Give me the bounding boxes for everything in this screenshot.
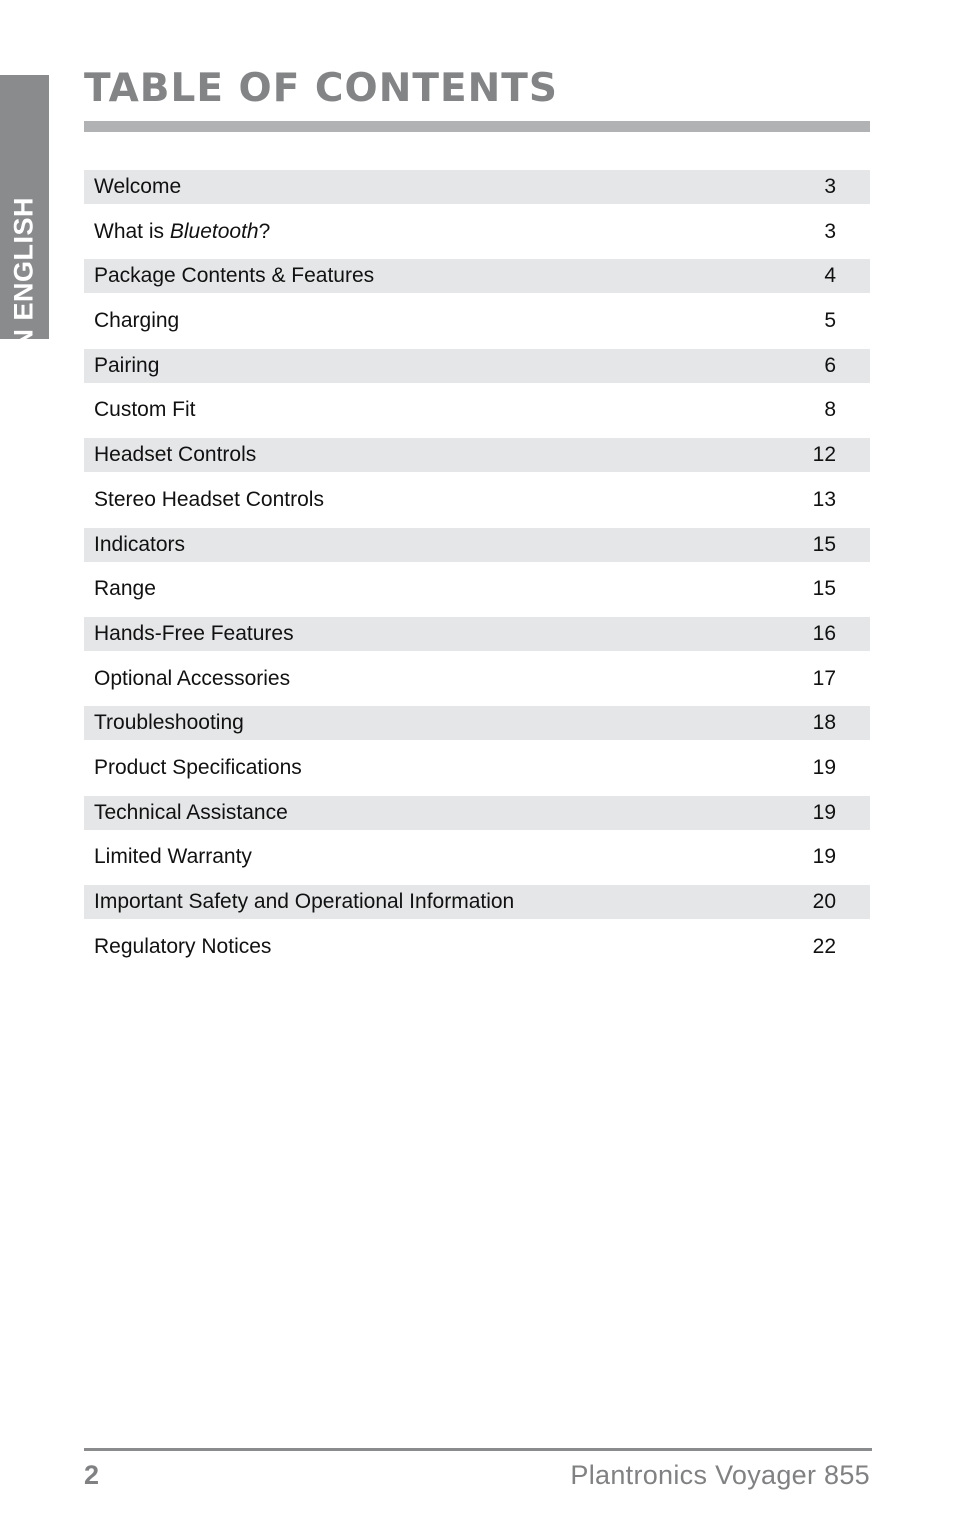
language-tab-label: EN ENGLISH xyxy=(8,196,39,368)
toc-label: Product Specifications xyxy=(94,755,302,779)
toc-page-number: 17 xyxy=(812,666,836,690)
toc-label-suffix: ? xyxy=(258,219,271,243)
toc-row-package-contents[interactable] xyxy=(84,259,870,293)
page-title: TABLE OF CONTENTS xyxy=(84,66,558,111)
toc-label xyxy=(84,220,270,244)
toc-label: Indicators xyxy=(94,532,186,556)
toc-page-number: 22 xyxy=(812,934,836,958)
toc-page-number: 15 xyxy=(812,532,836,556)
toc-label: Pairing xyxy=(94,353,160,377)
toc-page-number: 5 xyxy=(824,309,836,333)
toc-label: Regulatory Notices xyxy=(94,934,272,958)
toc-label: Range xyxy=(94,577,156,601)
toc-label-italic: Bluetooth xyxy=(169,219,259,243)
toc-row-welcome[interactable] xyxy=(84,170,870,204)
toc-page-number: 19 xyxy=(812,845,836,869)
toc-page-number: 20 xyxy=(812,890,836,913)
toc-row-hands-free-features[interactable] xyxy=(84,617,870,651)
language-tab xyxy=(0,75,49,368)
toc-row-optional-accessories[interactable] xyxy=(84,662,870,696)
toc-label: Charging xyxy=(94,309,180,333)
toc-label: Welcome xyxy=(94,175,182,198)
toc-page-number: 3 xyxy=(824,175,836,198)
toc-label: Limited Warranty xyxy=(94,845,252,869)
toc-row-custom-fit[interactable] xyxy=(84,393,870,427)
toc-page-number: 19 xyxy=(812,800,836,824)
toc-page-number: 8 xyxy=(824,398,836,422)
toc-row-what-is-bluetooth[interactable] xyxy=(84,215,870,249)
toc-row-limited-warranty[interactable] xyxy=(84,840,870,874)
toc-label: Troubleshooting xyxy=(94,711,244,735)
toc-label: Hands-Free Features xyxy=(94,621,294,645)
toc-row-technical-assistance[interactable] xyxy=(84,796,870,830)
toc-page-number: 15 xyxy=(812,577,836,601)
toc-row-indicators[interactable] xyxy=(84,528,870,562)
toc-page-number: 4 xyxy=(824,264,836,288)
table-of-contents xyxy=(84,170,870,974)
toc-row-charging[interactable] xyxy=(84,304,870,338)
footer-product-name: Plantronics Voyager 855 xyxy=(570,1460,870,1490)
toc-label-prefix: What is xyxy=(94,219,170,243)
toc-page-number: 6 xyxy=(824,353,836,377)
toc-row-range[interactable] xyxy=(84,572,870,606)
toc-row-product-specifications[interactable] xyxy=(84,751,870,785)
toc-row-headset-controls[interactable] xyxy=(84,438,870,472)
toc-label: Technical Assistance xyxy=(94,800,288,824)
toc-page-number: 13 xyxy=(812,487,836,511)
title-underline xyxy=(84,121,870,132)
toc-page-number: 19 xyxy=(812,755,836,779)
footer-divider xyxy=(84,1448,872,1451)
toc-label: Headset Controls xyxy=(94,443,257,467)
toc-row-troubleshooting[interactable] xyxy=(84,706,870,740)
toc-row-stereo-headset-controls[interactable] xyxy=(84,483,870,517)
footer-page-number: 2 xyxy=(84,1460,100,1490)
toc-row-pairing[interactable] xyxy=(84,349,870,383)
toc-page-number: 16 xyxy=(812,621,836,645)
toc-label: Stereo Headset Controls xyxy=(94,487,324,511)
toc-label: Custom Fit xyxy=(94,398,196,422)
toc-page-number: 12 xyxy=(812,443,836,467)
toc-label: Optional Accessories xyxy=(94,666,291,690)
toc-label: Important Safety and Operational Information xyxy=(94,890,515,913)
toc-row-regulatory-notices[interactable] xyxy=(84,930,870,964)
toc-page-number: 18 xyxy=(812,711,836,735)
toc-row-important-safety[interactable] xyxy=(84,885,870,919)
toc-label: Package Contents & Features xyxy=(94,264,375,288)
toc-page-number: 3 xyxy=(824,219,836,243)
